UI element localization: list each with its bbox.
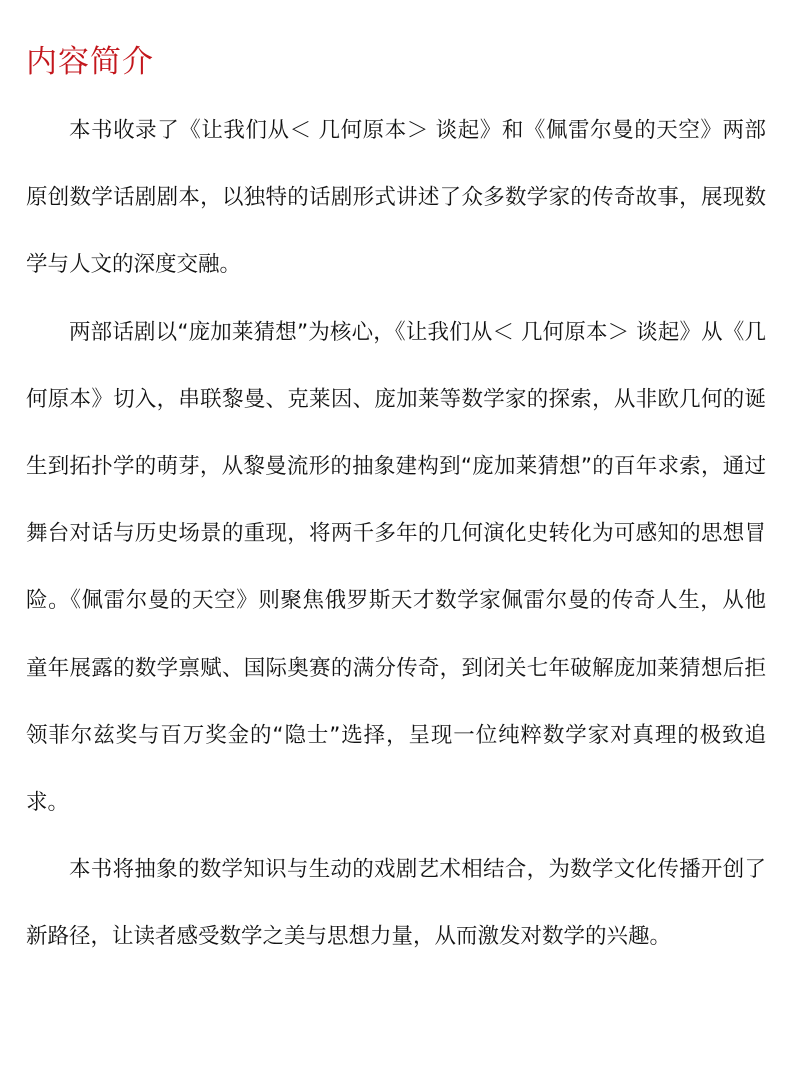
section-title: 内容简介: [26, 44, 154, 80]
paragraph-conclusion: 本书将抽象的数学知识与生动的戏剧艺术相结合，为数学文化传播开创了新路径，让读者感受数学之美与思想力量，从而激发对数学的兴趣。: [26, 857, 766, 950]
paragraph-plays: 两部话剧以“庞加莱猜想”为核心，《让我们从＜ 几何原本＞ 谈起》从《几何原本》切入，串联黎曼、克莱因、庞加莱等数学家的探索，从非欧几何的诞生到拓扑学的萌芽，从黎曼流形的抽象建构到“庞加莱猜想”的百年求索，通过舞台对话与历史场景的重现，将两千多年的几何演化史转化为可感知的思想冒险。《佩雷尔曼的天空》则聚焦俄罗斯天才数学家佩雷尔曼的传奇人生，从他童年展露的数学禀赋、国际奥赛的满分传奇，到闭关七年破解庞加莱猜想后拒领菲尔兹奖与百万奖金的“隐士”选择，呈现一位纯粹数学家对真理的极致追求。: [26, 319, 766, 816]
synopsis-body: [26, 97, 766, 971]
paragraph-intro: 本书收录了《让我们从＜ 几何原本＞ 谈起》和《佩雷尔曼的天空》两部原创数学话剧剧本，以独特的话剧形式讲述了众多数学家的传奇故事，展现数学与人文的深度交融。: [26, 118, 766, 278]
